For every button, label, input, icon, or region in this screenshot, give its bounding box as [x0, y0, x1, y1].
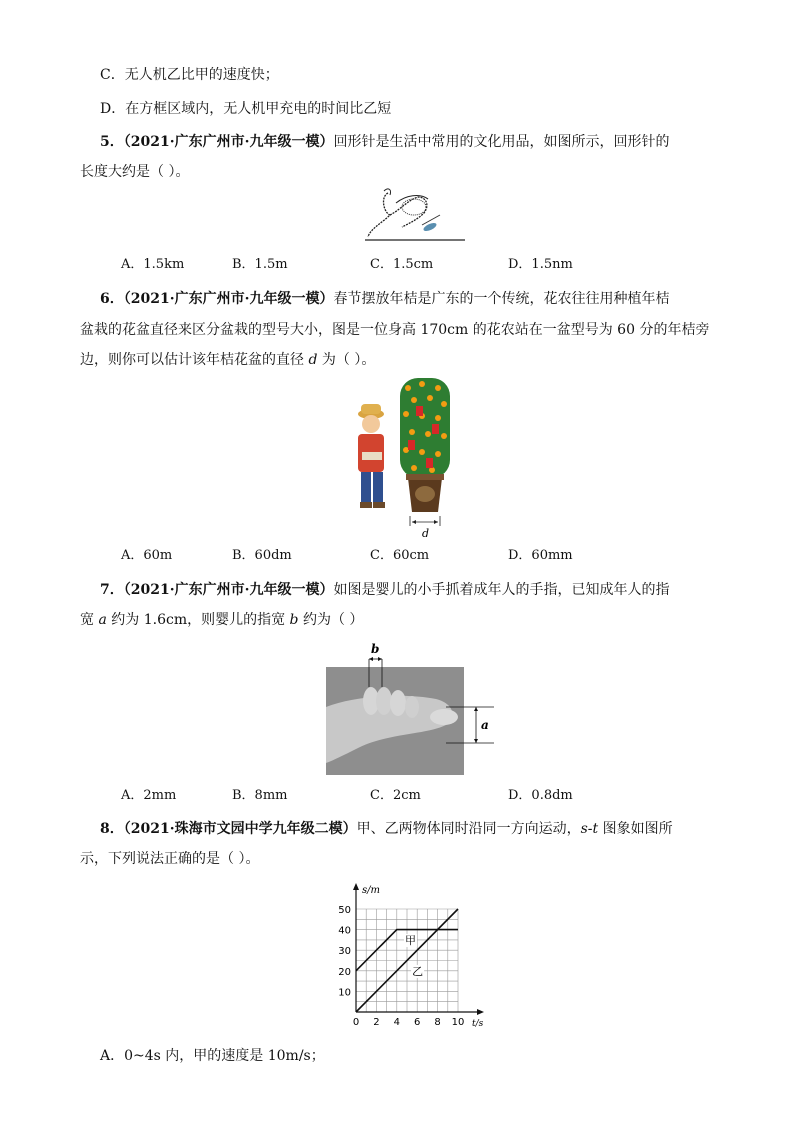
q8-source: 8．（2021·珠海市文园中学九年级二模）: [100, 821, 357, 837]
q7-text1: 如图是婴儿的小手抓着成年人的手指，已知成年人的指: [333, 582, 670, 598]
q8-line2: 示，下列说法正确的是（ ）。: [80, 851, 260, 867]
y-tick-label: 10: [338, 987, 351, 999]
finger-figure: [326, 637, 496, 777]
q6-option-c: C．60cm: [370, 548, 430, 563]
y-tick-label: 50: [338, 905, 351, 916]
q7-text2a: 宽: [80, 612, 99, 628]
q6-option-d: D．60mm: [508, 548, 573, 563]
q6-option-b: B．60dm: [232, 548, 292, 563]
q8-line1: [100, 819, 673, 839]
q5-option-a: A．1.5km: [121, 257, 185, 272]
q6-source: 6．（2021·广东广州市·九年级一模）: [100, 291, 334, 307]
q6-text1: 春节摆放年桔是广东的一个传统，花农往往用种植年桔: [333, 291, 670, 307]
diameter-label-d: d: [422, 527, 430, 540]
x-axis-arrow: [477, 1009, 484, 1015]
q5-line2: 长度大约是（ ）。: [80, 164, 190, 180]
option-c-prev: C．无人机乙比甲的速度快；: [100, 67, 279, 83]
q5-text1: 回形针是生活中常用的文化用品，如图所示，回形针的: [333, 134, 670, 150]
y-tick-label: 20: [338, 966, 351, 978]
st-graph-chart: [326, 872, 496, 1032]
q7-text2c: 约为（ ）: [298, 612, 364, 628]
q6-text3b: 为（ ）。: [317, 352, 376, 368]
q5-source: 5．（2021·广东广州市·九年级一模）: [100, 134, 334, 150]
y-tick-label: 30: [338, 946, 351, 958]
q7-line1: [100, 580, 669, 600]
x-axis-label: t/s: [472, 1019, 484, 1029]
paperclip-figure: [360, 185, 470, 245]
finger-label-a: a: [481, 718, 489, 732]
series-label: 甲: [404, 934, 416, 948]
x-tick-label: 6: [414, 1017, 421, 1028]
x-tick-label: 4: [393, 1017, 400, 1028]
q5-option-b: B．1.5m: [232, 257, 288, 272]
q7-var-a: a: [98, 612, 107, 628]
q8-var-st: s-t: [580, 821, 599, 837]
q6-var-d: d: [308, 352, 318, 368]
y-tick-label: 40: [338, 925, 351, 937]
q7-option-d: D．0.8dm: [508, 788, 573, 803]
q5-line1: [100, 132, 669, 152]
x-tick-label: 2: [373, 1017, 380, 1028]
kumquat-tree-illustration: [400, 378, 450, 512]
q7-option-b: B．8mm: [232, 788, 288, 803]
q8-text1b: 图象如图所: [598, 821, 673, 837]
q7-option-a: A．2mm: [121, 788, 177, 803]
q5-option-d: D．1.5nm: [508, 257, 573, 272]
q7-var-b: b: [289, 612, 299, 628]
q6-line3: [80, 350, 375, 370]
q6-text3a: 边，则你可以估计该年桔花盆的直径: [80, 352, 309, 368]
x-tick-label: 10: [451, 1017, 465, 1028]
q7-line2: [80, 610, 363, 630]
q5-option-c: C．1.5cm: [370, 257, 434, 272]
q7-source: 7．（2021·广东广州市·九年级一模）: [100, 582, 334, 598]
q7-text2b: 约为 1.6cm，则婴儿的指宽: [106, 612, 290, 628]
q8-option-a: A．0~4s 内，甲的速度是 10m/s；: [100, 1048, 325, 1064]
x-tick-label: 0: [352, 1017, 360, 1028]
option-d-prev: D．在方框区域内，无人机甲充电的时间比乙短: [100, 101, 392, 117]
y-axis-label: s/m: [362, 885, 380, 896]
q6-line1: [100, 289, 669, 309]
q7-option-c: C．2cm: [370, 788, 421, 803]
kumquat-figure: [352, 374, 458, 542]
x-tick-label: 8: [434, 1017, 441, 1028]
finger-label-b: b: [371, 642, 380, 656]
farmer-illustration: [358, 404, 385, 508]
series-label: 乙: [412, 964, 424, 978]
q6-line2: 盆栽的花盆直径来区分盆栽的型号大小，图是一位身高 170cm 的花农站在一盆型号为 60 分的年桔旁: [80, 322, 710, 338]
q8-text1a: 甲、乙两物体同时沿同一方向运动，: [356, 821, 581, 837]
q6-option-a: A．60m: [121, 548, 173, 563]
y-axis-arrow: [353, 883, 359, 890]
